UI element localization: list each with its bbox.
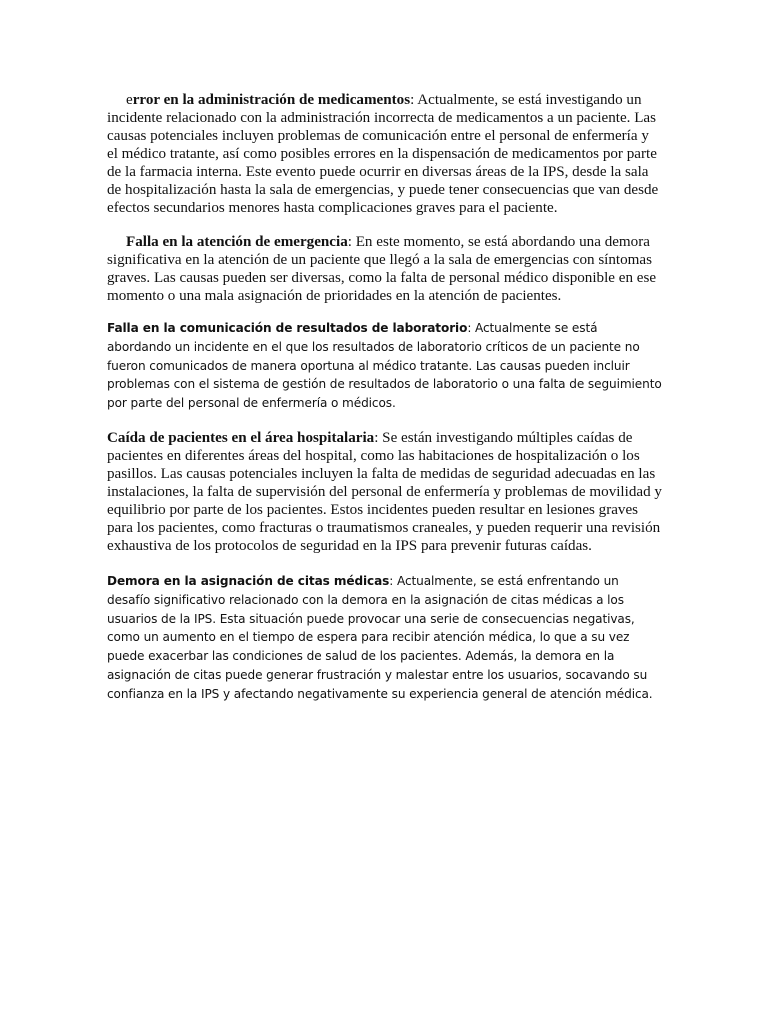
paragraph-body: : En este momento, se está abordando una demora significativa en la atención de un paciente que llegó a la sala de emergencias con síntomas graves. Las causas pueden ser diversas, como la falta de personal médico disponible en ese momento o una mala asignación de prioridades en la atención de pacientes.	[107, 234, 657, 304]
paragraph-first-letter: e	[126, 92, 133, 108]
paragraph-medication-error	[107, 91, 663, 217]
document-page	[107, 91, 663, 704]
paragraph-lab-results	[107, 319, 663, 413]
paragraph-body: : Actualmente, se está investigando un incidente relacionado con la administración incorrecta de medicamentos a un paciente. Las causas potenciales incluyen problemas de comunicación entre el personal de enfermería y el médico tratante, así como posibles errores en la dispensación de medicamentos por parte de la farmacia interna. Este evento puede ocurrir en diversas áreas de la IPS, desde la sala de hospitalización hasta la sala de emergencias, y puede tener consecuencias que van desde efectos secundarios menores hasta complicaciones graves para el paciente.	[107, 92, 659, 216]
paragraph-body: : Actualmente se está abordando un incidente en el que los resultados de laboratorio críticos de un paciente no fueron comunicados de manera oportuna al médico tratante. Las causas pueden incluir problemas con el sistema de gestión de resultados de laboratorio o una falta de seguimiento por parte del personal de enfermería o médicos.	[107, 321, 662, 411]
paragraph-body: : Actualmente, se está enfrentando un desafío significativo relacionado con la demora en la asignación de citas médicas a los usuarios de la IPS. Esta situación puede provocar una serie de consecuencias negativas, como un aumento en el tiempo de espera para recibir atención médica, lo que a su vez puede exacerbar las condiciones de salud de los pacientes. Además, la demora en la asignación de citas puede generar frustración y malestar entre los usuarios, socavando su confianza en la IPS y afectando negativamente su experiencia general de atención médica.	[107, 573, 653, 701]
paragraph-emergency-care	[107, 233, 663, 305]
paragraph-heading: rror en la administración de medicamentos	[132, 92, 411, 108]
paragraph-patient-falls	[107, 429, 663, 555]
paragraph-body: : Se están investigando múltiples caídas de pacientes en diferentes áreas del hospital, como las habitaciones de hospitalización o los pasillos. Las causas potenciales incluyen la falta de medidas de seguridad adecuadas en las instalaciones, la falta de supervisión del personal de enfermería y problemas de movilidad y equilibrio por parte de los pacientes. Estos incidentes pueden resultar en lesiones graves para los pacientes, como fracturas o traumatismos craneales, y pueden requerir una revisión exhaustiva de los protocolos de seguridad en la IPS para prevenir futuras caídas.	[107, 429, 662, 554]
paragraph-appointment-delay	[107, 572, 663, 704]
paragraph-heading: Demora en la asignación de citas médicas	[107, 573, 390, 588]
paragraph-heading: Falla en la atención de emergencia	[126, 234, 348, 250]
paragraph-heading: Falla en la comunicación de resultados de laboratorio	[107, 321, 468, 335]
paragraph-heading: Caída de pacientes en el área hospitalaria	[107, 429, 375, 446]
